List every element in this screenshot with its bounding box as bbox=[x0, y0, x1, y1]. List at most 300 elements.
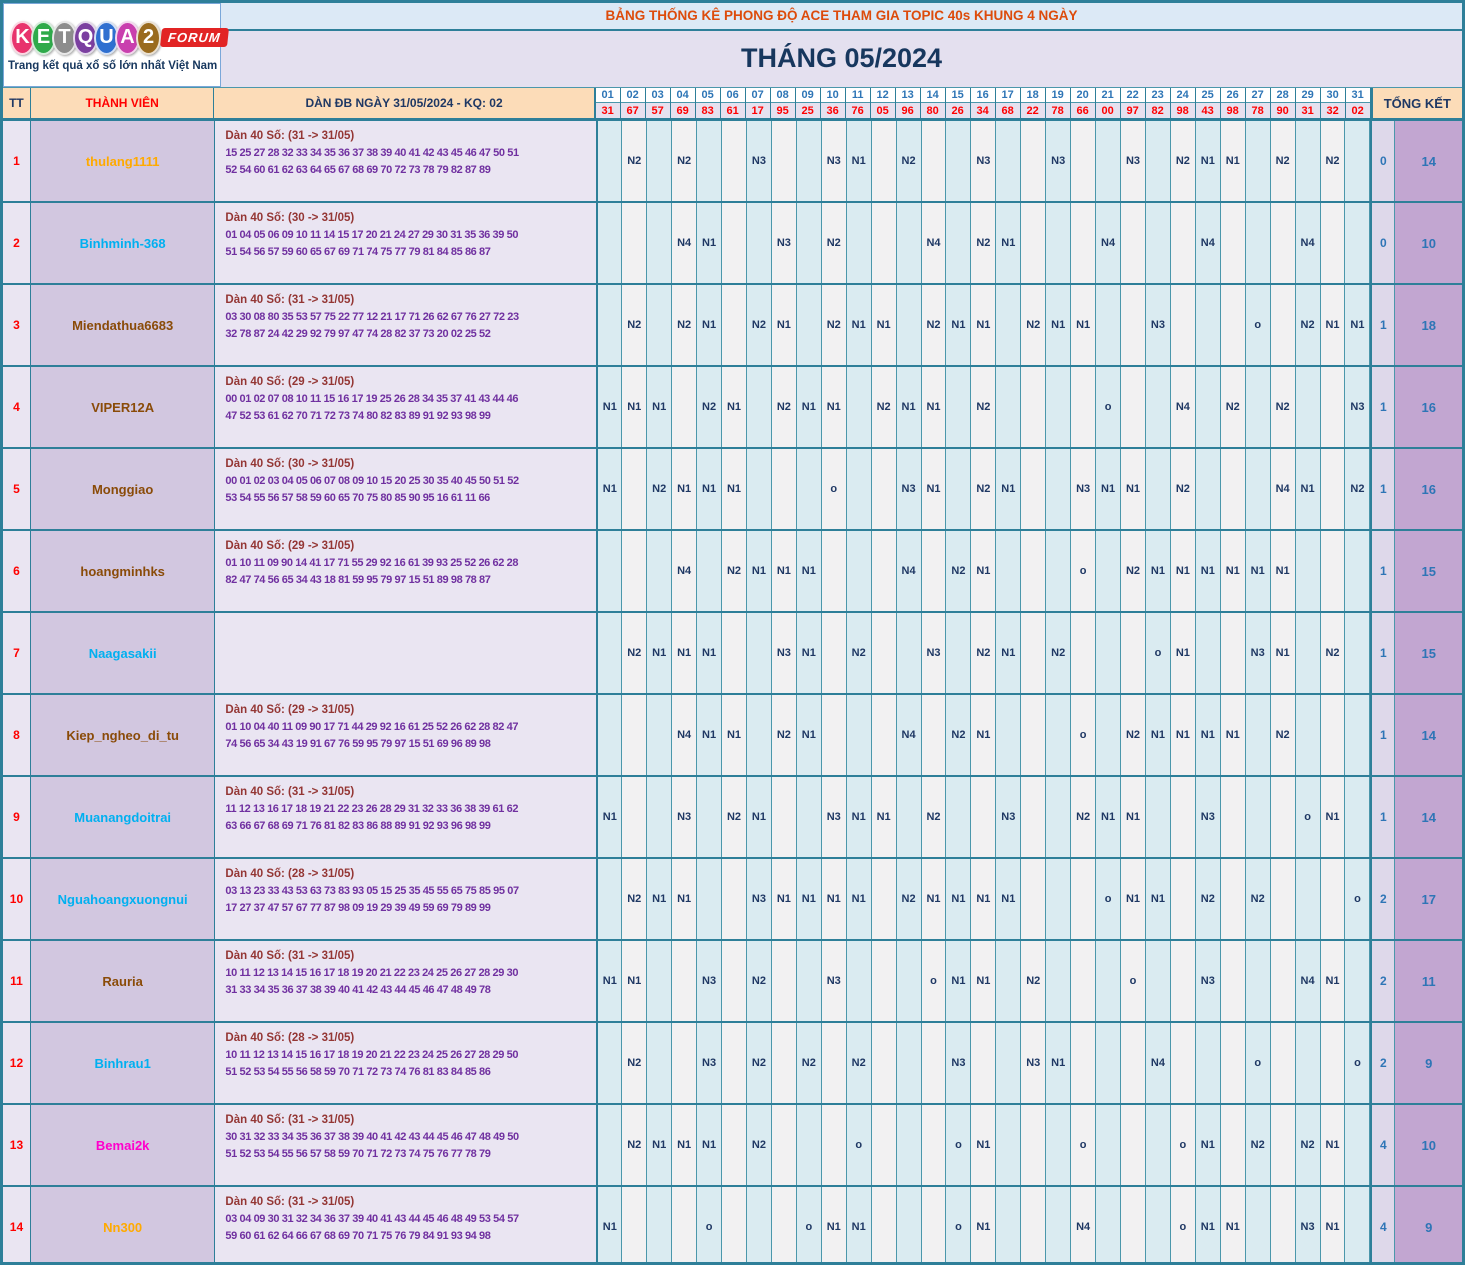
total-miss-count: 1 bbox=[1370, 777, 1395, 857]
mark-cell-day-22 bbox=[1121, 1105, 1146, 1185]
total-hit-count: 15 bbox=[1395, 613, 1462, 693]
dan-line2: 47 52 53 61 62 70 71 72 73 74 80 82 83 89 91 92 93 98 99 bbox=[225, 410, 491, 422]
dan-line2: 53 54 55 56 57 58 59 60 65 70 75 80 85 90 95 16 61 11 66 bbox=[225, 492, 490, 504]
row-index: 9 bbox=[3, 777, 31, 857]
mark-cell-day-25: N1 bbox=[1196, 1187, 1221, 1265]
mark-cell-day-21 bbox=[1096, 285, 1121, 365]
day-column-header-22 bbox=[1121, 88, 1146, 118]
mark-cell-day-13 bbox=[897, 203, 922, 283]
mark-cell-day-01 bbox=[597, 285, 622, 365]
month-title: THÁNG 05/2024 bbox=[221, 31, 1462, 87]
member-name-link[interactable]: Naagasakii bbox=[31, 613, 215, 693]
day-result: 57 bbox=[646, 103, 670, 118]
mark-cell-day-21 bbox=[1096, 1187, 1121, 1265]
mark-cell-day-31: N1 bbox=[1345, 285, 1370, 365]
table-row bbox=[3, 859, 1462, 941]
mark-cell-day-19 bbox=[1046, 859, 1071, 939]
day-column-header-07 bbox=[746, 88, 771, 118]
mark-cell-day-31: N2 bbox=[1345, 449, 1370, 529]
mark-cell-day-19: N1 bbox=[1046, 285, 1071, 365]
day-result: 96 bbox=[896, 103, 920, 118]
mark-cell-day-20: o bbox=[1071, 695, 1096, 775]
mark-cell-day-02: N2 bbox=[622, 1023, 647, 1103]
mark-cell-day-06 bbox=[722, 1105, 747, 1185]
day-number: 05 bbox=[696, 88, 720, 103]
total-miss-count: 1 bbox=[1370, 695, 1395, 775]
dan-line2: 17 27 37 47 57 67 77 87 98 09 19 29 39 49 59 69 79 89 99 bbox=[225, 902, 491, 914]
member-name-link[interactable]: Nn300 bbox=[31, 1187, 215, 1265]
mark-cell-day-08 bbox=[772, 449, 797, 529]
mark-cell-day-17: N1 bbox=[996, 859, 1021, 939]
mark-cell-day-23 bbox=[1146, 941, 1171, 1021]
member-name-link[interactable]: Muanangdoitrai bbox=[31, 777, 215, 857]
mark-cell-day-01 bbox=[597, 531, 622, 611]
mark-cell-day-01: N1 bbox=[597, 1187, 622, 1265]
column-header-member: THÀNH VIÊN bbox=[31, 88, 215, 118]
table-row bbox=[3, 777, 1462, 859]
mark-cell-day-18: N2 bbox=[1021, 285, 1046, 365]
day-column-header-02 bbox=[621, 88, 646, 118]
mark-cell-day-15: o bbox=[946, 1187, 971, 1265]
mark-cell-day-27: o bbox=[1246, 1023, 1271, 1103]
mark-cell-day-08: N2 bbox=[772, 367, 797, 447]
mark-cell-day-31: N3 bbox=[1345, 367, 1370, 447]
mark-cell-day-29: N4 bbox=[1296, 941, 1321, 1021]
mark-cell-day-13 bbox=[897, 1023, 922, 1103]
mark-cell-day-27 bbox=[1246, 203, 1271, 283]
mark-cell-day-16: N1 bbox=[971, 285, 996, 365]
mark-cell-day-07 bbox=[747, 449, 772, 529]
day-column-header-30 bbox=[1321, 88, 1346, 118]
mark-cell-day-22 bbox=[1121, 367, 1146, 447]
ketqua2-logo[interactable] bbox=[3, 3, 221, 87]
dan-line1: 03 13 23 33 43 53 63 73 83 93 05 15 25 35 45 55 65 75 85 95 07 bbox=[225, 885, 519, 897]
mark-cell-day-27 bbox=[1246, 1187, 1271, 1265]
member-name-link[interactable]: hoangminhks bbox=[31, 531, 215, 611]
mark-cell-day-15: N2 bbox=[946, 531, 971, 611]
dan-numbers-cell bbox=[215, 531, 597, 611]
mark-cell-day-29 bbox=[1296, 367, 1321, 447]
dan-line1: 01 04 05 06 09 10 11 14 15 17 20 21 24 27 29 30 31 35 36 39 50 bbox=[225, 229, 519, 241]
member-name-link[interactable]: Binhrau1 bbox=[31, 1023, 215, 1103]
mark-cell-day-07: N2 bbox=[747, 285, 772, 365]
mark-cell-day-22 bbox=[1121, 203, 1146, 283]
mark-cell-day-17 bbox=[996, 1105, 1021, 1185]
row-index: 7 bbox=[3, 613, 31, 693]
mark-cell-day-06 bbox=[722, 285, 747, 365]
dan-line2: 74 56 65 34 43 19 91 67 76 59 95 79 97 15 51 69 96 89 98 bbox=[225, 738, 491, 750]
day-number: 29 bbox=[1296, 88, 1320, 103]
mark-cell-day-23 bbox=[1146, 449, 1171, 529]
mark-cell-day-22 bbox=[1121, 613, 1146, 693]
mark-cell-day-08 bbox=[772, 941, 797, 1021]
mark-cell-day-29: o bbox=[1296, 777, 1321, 857]
dan-numbers-cell bbox=[215, 367, 597, 447]
day-number: 06 bbox=[721, 88, 745, 103]
mark-cell-day-24 bbox=[1171, 203, 1196, 283]
mark-cell-day-07: N3 bbox=[747, 859, 772, 939]
day-result: 43 bbox=[1196, 103, 1220, 118]
mark-cell-day-17 bbox=[996, 531, 1021, 611]
mark-cell-day-15: N1 bbox=[946, 859, 971, 939]
mark-cell-day-02: N2 bbox=[622, 1105, 647, 1185]
mark-cell-day-27 bbox=[1246, 941, 1271, 1021]
mark-cell-day-11: N1 bbox=[847, 121, 872, 201]
day-column-header-18 bbox=[1021, 88, 1046, 118]
mark-cell-day-06 bbox=[722, 1023, 747, 1103]
mark-cell-day-04 bbox=[672, 367, 697, 447]
mark-cell-day-14: N1 bbox=[922, 449, 947, 529]
table-row bbox=[3, 203, 1462, 285]
mark-cell-day-16: N2 bbox=[971, 203, 996, 283]
mark-cell-day-24: N2 bbox=[1171, 449, 1196, 529]
mark-cell-day-11: N1 bbox=[847, 285, 872, 365]
mark-cell-day-26: N1 bbox=[1221, 1187, 1246, 1265]
mark-cell-day-08: N1 bbox=[772, 285, 797, 365]
mark-cell-day-19 bbox=[1046, 1187, 1071, 1265]
mark-cell-day-21 bbox=[1096, 121, 1121, 201]
day-result: 82 bbox=[1146, 103, 1170, 118]
table-row bbox=[3, 613, 1462, 695]
mark-cell-day-01 bbox=[597, 859, 622, 939]
mark-cell-day-12 bbox=[872, 1023, 897, 1103]
mark-cell-day-04: N2 bbox=[672, 285, 697, 365]
mark-cell-day-16: N1 bbox=[971, 1105, 996, 1185]
mark-cell-day-01 bbox=[597, 613, 622, 693]
mark-cell-day-12 bbox=[872, 695, 897, 775]
day-result: 00 bbox=[1096, 103, 1120, 118]
mark-cell-day-27: N1 bbox=[1246, 531, 1271, 611]
day-result: 31 bbox=[596, 103, 620, 118]
mark-cell-day-09: N1 bbox=[797, 367, 822, 447]
mark-cell-day-01: N1 bbox=[597, 941, 622, 1021]
mark-cell-day-25: N2 bbox=[1196, 859, 1221, 939]
mark-cell-day-22 bbox=[1121, 285, 1146, 365]
day-result: 61 bbox=[721, 103, 745, 118]
dan-line2: 51 52 53 54 55 56 58 59 70 71 72 73 74 76 81 83 84 85 86 bbox=[225, 1066, 491, 1078]
mark-cell-day-26: N1 bbox=[1221, 121, 1246, 201]
day-column-header-20 bbox=[1071, 88, 1096, 118]
mark-cell-day-01 bbox=[597, 121, 622, 201]
mark-cell-day-26 bbox=[1221, 285, 1246, 365]
table-row bbox=[3, 121, 1462, 203]
day-column-header-31 bbox=[1346, 88, 1371, 118]
day-number: 28 bbox=[1271, 88, 1295, 103]
mark-cell-day-23 bbox=[1146, 121, 1171, 201]
mark-cell-day-28: N2 bbox=[1271, 367, 1296, 447]
mark-cell-day-27: N2 bbox=[1246, 859, 1271, 939]
day-column-header-26 bbox=[1221, 88, 1246, 118]
day-number: 30 bbox=[1321, 88, 1345, 103]
mark-cell-day-17 bbox=[996, 1023, 1021, 1103]
mark-cell-day-07: N1 bbox=[747, 777, 772, 857]
row-index: 6 bbox=[3, 531, 31, 611]
mark-cell-day-31: o bbox=[1345, 1023, 1370, 1103]
mark-cell-day-14: N2 bbox=[922, 777, 947, 857]
mark-cell-day-30 bbox=[1321, 203, 1346, 283]
day-result: 80 bbox=[921, 103, 945, 118]
mark-cell-day-24: N1 bbox=[1171, 531, 1196, 611]
mark-cell-day-09 bbox=[797, 203, 822, 283]
mark-cell-day-08 bbox=[772, 121, 797, 201]
day-number: 22 bbox=[1121, 88, 1145, 103]
day-column-header-27 bbox=[1246, 88, 1271, 118]
mark-cell-day-22: o bbox=[1121, 941, 1146, 1021]
mark-cell-day-04: N1 bbox=[672, 859, 697, 939]
column-header-tt: TT bbox=[3, 88, 31, 118]
day-result: 05 bbox=[871, 103, 895, 118]
mark-cell-day-14 bbox=[922, 121, 947, 201]
mark-cell-day-16: N2 bbox=[971, 367, 996, 447]
mark-cell-day-29: N2 bbox=[1296, 285, 1321, 365]
total-miss-count: 2 bbox=[1370, 941, 1395, 1021]
total-miss-count: 1 bbox=[1370, 613, 1395, 693]
day-column-header-19 bbox=[1046, 88, 1071, 118]
mark-cell-day-19 bbox=[1046, 1105, 1071, 1185]
day-result: 31 bbox=[1296, 103, 1320, 118]
member-name-link[interactable]: Rauria bbox=[31, 941, 215, 1021]
total-hit-count: 16 bbox=[1395, 449, 1462, 529]
mark-cell-day-16: N1 bbox=[971, 1187, 996, 1265]
mark-cell-day-24: N2 bbox=[1171, 121, 1196, 201]
day-result: 32 bbox=[1321, 103, 1345, 118]
member-name-link[interactable]: thulang1111 bbox=[31, 121, 215, 201]
mark-cell-day-15 bbox=[946, 777, 971, 857]
mark-cell-day-02 bbox=[622, 203, 647, 283]
mark-cell-day-09: N1 bbox=[797, 859, 822, 939]
mark-cell-day-09 bbox=[797, 777, 822, 857]
mark-cell-day-24 bbox=[1171, 941, 1196, 1021]
mark-cell-day-08 bbox=[772, 1023, 797, 1103]
dan-numbers-cell bbox=[215, 777, 597, 857]
mark-cell-day-01 bbox=[597, 1023, 622, 1103]
mark-cell-day-22: N2 bbox=[1121, 531, 1146, 611]
mark-cell-day-03 bbox=[647, 777, 672, 857]
mark-cell-day-17: N1 bbox=[996, 203, 1021, 283]
day-column-header-21 bbox=[1096, 88, 1121, 118]
mark-cell-day-09: o bbox=[797, 1187, 822, 1265]
dan-line1: 10 11 12 13 14 15 16 17 18 19 20 21 22 23 24 25 26 27 28 29 30 bbox=[225, 967, 519, 979]
mark-cell-day-28: N2 bbox=[1271, 695, 1296, 775]
day-result: 66 bbox=[1071, 103, 1095, 118]
day-result: 34 bbox=[971, 103, 995, 118]
mark-cell-day-07: N2 bbox=[747, 1105, 772, 1185]
mark-cell-day-26 bbox=[1221, 859, 1246, 939]
mark-cell-day-18 bbox=[1021, 121, 1046, 201]
mark-cell-day-23 bbox=[1146, 1105, 1171, 1185]
mark-cell-day-23 bbox=[1146, 203, 1171, 283]
mark-cell-day-22 bbox=[1121, 1023, 1146, 1103]
mark-cell-day-08: N1 bbox=[772, 531, 797, 611]
day-result: 95 bbox=[771, 103, 795, 118]
mark-cell-day-28 bbox=[1271, 203, 1296, 283]
mark-cell-day-10 bbox=[822, 531, 847, 611]
mark-cell-day-23 bbox=[1146, 1187, 1171, 1265]
mark-cell-day-10: N3 bbox=[822, 777, 847, 857]
mark-cell-day-19: N2 bbox=[1046, 613, 1071, 693]
member-name-link[interactable]: Kiep_ngheo_di_tu bbox=[31, 695, 215, 775]
mark-cell-day-07 bbox=[747, 203, 772, 283]
day-number: 02 bbox=[621, 88, 645, 103]
mark-cell-day-20: o bbox=[1071, 531, 1096, 611]
mark-cell-day-16 bbox=[971, 777, 996, 857]
table-row bbox=[3, 941, 1462, 1023]
day-column-header-11 bbox=[846, 88, 871, 118]
mark-cell-day-05: N1 bbox=[697, 285, 722, 365]
dan-line1: 15 25 27 28 32 33 34 35 36 37 38 39 40 41 42 43 45 46 47 50 51 bbox=[225, 147, 519, 159]
mark-cell-day-20 bbox=[1071, 859, 1096, 939]
mark-cell-day-19 bbox=[1046, 449, 1071, 529]
day-result: 76 bbox=[846, 103, 870, 118]
column-header-dan: DÀN ĐB NGÀY 31/05/2024 - KQ: 02 bbox=[214, 88, 594, 118]
logo-letter-A: A bbox=[115, 21, 140, 55]
day-column-header-05 bbox=[696, 88, 721, 118]
mark-cell-day-31 bbox=[1345, 1105, 1370, 1185]
mark-cell-day-30: N1 bbox=[1321, 285, 1346, 365]
total-miss-count: 4 bbox=[1370, 1105, 1395, 1185]
total-hit-count: 10 bbox=[1395, 1105, 1462, 1185]
mark-cell-day-05: N1 bbox=[697, 695, 722, 775]
member-name-link[interactable]: Binhminh-368 bbox=[31, 203, 215, 283]
day-column-header-06 bbox=[721, 88, 746, 118]
mark-cell-day-11: N1 bbox=[847, 777, 872, 857]
total-hit-count: 16 bbox=[1395, 367, 1462, 447]
mark-cell-day-29 bbox=[1296, 695, 1321, 775]
mark-cell-day-13 bbox=[897, 613, 922, 693]
mark-cell-day-13 bbox=[897, 777, 922, 857]
member-name-link[interactable]: Bemai2k bbox=[31, 1105, 215, 1185]
mark-cell-day-13 bbox=[897, 1105, 922, 1185]
mark-cell-day-29: N1 bbox=[1296, 449, 1321, 529]
mark-cell-day-04: N4 bbox=[672, 695, 697, 775]
mark-cell-day-25: N3 bbox=[1196, 777, 1221, 857]
member-name-link[interactable]: VIPER12A bbox=[31, 367, 215, 447]
mark-cell-day-12 bbox=[872, 531, 897, 611]
mark-cell-day-16: N1 bbox=[971, 531, 996, 611]
mark-cell-day-15 bbox=[946, 121, 971, 201]
mark-cell-day-26 bbox=[1221, 777, 1246, 857]
mark-cell-day-04: N4 bbox=[672, 531, 697, 611]
dan-line2: 32 78 87 24 42 29 92 79 97 47 74 28 82 37 73 20 02 25 52 bbox=[225, 328, 491, 340]
mark-cell-day-05: N1 bbox=[697, 613, 722, 693]
mark-cell-day-31 bbox=[1345, 613, 1370, 693]
mark-cell-day-10: o bbox=[822, 449, 847, 529]
mark-cell-day-19: N3 bbox=[1046, 121, 1071, 201]
day-number: 01 bbox=[596, 88, 620, 103]
mark-cell-day-10: N1 bbox=[822, 1187, 847, 1265]
mark-cell-day-17 bbox=[996, 941, 1021, 1021]
table-row bbox=[3, 367, 1462, 449]
mark-cell-day-23: N1 bbox=[1146, 859, 1171, 939]
mark-cell-day-08: N3 bbox=[772, 613, 797, 693]
mark-cell-day-02 bbox=[622, 449, 647, 529]
mark-cell-day-06: N2 bbox=[722, 531, 747, 611]
day-column-header-13 bbox=[896, 88, 921, 118]
table-row bbox=[3, 531, 1462, 613]
table-row bbox=[3, 1187, 1462, 1265]
day-result: 78 bbox=[1246, 103, 1270, 118]
mark-cell-day-12: N1 bbox=[872, 777, 897, 857]
mark-cell-day-27 bbox=[1246, 777, 1271, 857]
member-name-link[interactable]: Monggiao bbox=[31, 449, 215, 529]
mark-cell-day-20 bbox=[1071, 121, 1096, 201]
mark-cell-day-30 bbox=[1321, 449, 1346, 529]
mark-cell-day-19 bbox=[1046, 367, 1071, 447]
day-result: 78 bbox=[1046, 103, 1070, 118]
mark-cell-day-16: N1 bbox=[971, 859, 996, 939]
mark-cell-day-18 bbox=[1021, 203, 1046, 283]
mark-cell-day-10 bbox=[822, 695, 847, 775]
dan-numbers-cell bbox=[215, 695, 597, 775]
mark-cell-day-15: N2 bbox=[946, 695, 971, 775]
dan-line2: 59 60 61 62 64 66 67 68 69 70 71 75 76 79 84 91 93 94 98 bbox=[225, 1230, 491, 1242]
mark-cell-day-05 bbox=[697, 859, 722, 939]
mark-cell-day-01 bbox=[597, 1105, 622, 1185]
row-index: 5 bbox=[3, 449, 31, 529]
dan-line2: 31 33 34 35 36 37 38 39 40 41 42 43 44 45 46 47 48 49 78 bbox=[225, 984, 491, 996]
mark-cell-day-28: N4 bbox=[1271, 449, 1296, 529]
logo-tagline: Trang kết quả xổ số lớn nhất Việt Nam bbox=[8, 59, 218, 72]
mark-cell-day-03: N1 bbox=[647, 1105, 672, 1185]
mark-cell-day-13: N4 bbox=[897, 531, 922, 611]
mark-cell-day-03: N1 bbox=[647, 367, 672, 447]
page-header bbox=[3, 3, 1462, 88]
mark-cell-day-10: N2 bbox=[822, 285, 847, 365]
mark-cell-day-23 bbox=[1146, 367, 1171, 447]
mark-cell-day-19 bbox=[1046, 531, 1071, 611]
mark-cell-day-15 bbox=[946, 449, 971, 529]
day-column-header-12 bbox=[871, 88, 896, 118]
table-row bbox=[3, 695, 1462, 777]
total-miss-count: 4 bbox=[1370, 1187, 1395, 1265]
total-miss-count: 0 bbox=[1370, 121, 1395, 201]
day-column-header-28 bbox=[1271, 88, 1296, 118]
mark-cell-day-30 bbox=[1321, 695, 1346, 775]
mark-cell-day-13: N2 bbox=[897, 859, 922, 939]
mark-cell-day-25: N4 bbox=[1196, 203, 1221, 283]
mark-cell-day-08 bbox=[772, 1187, 797, 1265]
mark-cell-day-23: N1 bbox=[1146, 531, 1171, 611]
mark-cell-day-17 bbox=[996, 121, 1021, 201]
mark-cell-day-20 bbox=[1071, 941, 1096, 1021]
mark-cell-day-28 bbox=[1271, 777, 1296, 857]
total-miss-count: 1 bbox=[1370, 531, 1395, 611]
mark-cell-day-27 bbox=[1246, 121, 1271, 201]
mark-cell-day-09 bbox=[797, 941, 822, 1021]
member-name-link[interactable]: Miendathua6683 bbox=[31, 285, 215, 365]
day-result: 98 bbox=[1221, 103, 1245, 118]
mark-cell-day-25: N1 bbox=[1196, 531, 1221, 611]
total-hit-count: 18 bbox=[1395, 285, 1462, 365]
mark-cell-day-10: N1 bbox=[822, 859, 847, 939]
dan-numbers-cell bbox=[215, 449, 597, 529]
mark-cell-day-21 bbox=[1096, 1105, 1121, 1185]
mark-cell-day-05: N1 bbox=[697, 203, 722, 283]
mark-cell-day-04 bbox=[672, 1187, 697, 1265]
mark-cell-day-29 bbox=[1296, 531, 1321, 611]
mark-cell-day-04: N3 bbox=[672, 777, 697, 857]
dan-line1: 00 01 02 03 04 05 06 07 08 09 10 15 20 25 30 35 40 45 50 51 52 bbox=[225, 475, 519, 487]
mark-cell-day-28 bbox=[1271, 285, 1296, 365]
mark-cell-day-23: N1 bbox=[1146, 695, 1171, 775]
mark-cell-day-23 bbox=[1146, 777, 1171, 857]
member-name-link[interactable]: Nguahoangxuongnui bbox=[31, 859, 215, 939]
day-result: 02 bbox=[1346, 103, 1370, 118]
mark-cell-day-18: N2 bbox=[1021, 941, 1046, 1021]
dan-line2: 52 54 60 61 62 63 64 65 67 68 69 70 72 73 78 79 82 87 89 bbox=[225, 164, 491, 176]
mark-cell-day-21 bbox=[1096, 531, 1121, 611]
mark-cell-day-02: N2 bbox=[622, 121, 647, 201]
